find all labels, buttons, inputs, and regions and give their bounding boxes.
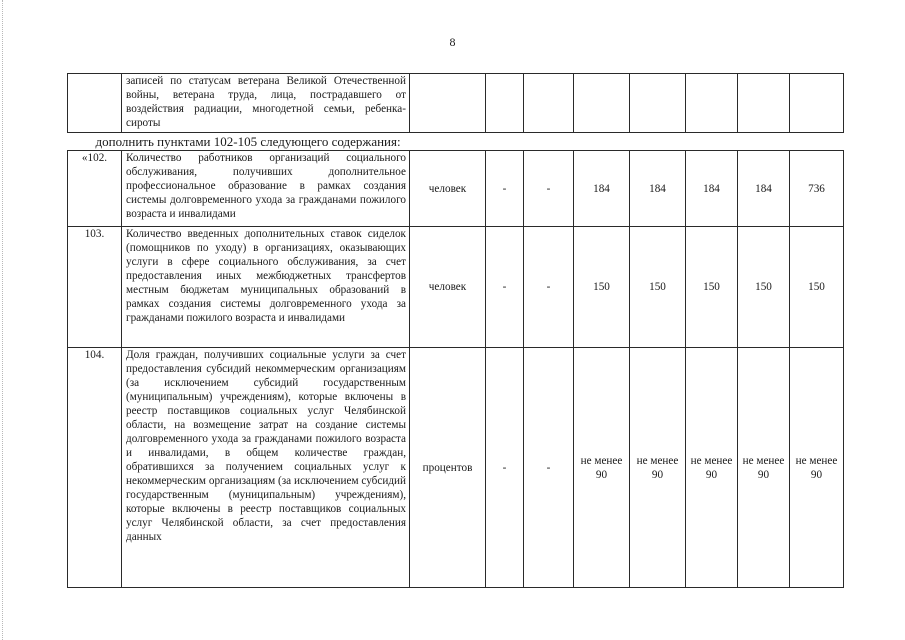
row-description: Количество работников организаций социального обслуживания, получивших дополнительное профессиональное образование в рамках создания системы долговременного ухода за гражданами пожилого возраста и инвалидами bbox=[122, 151, 410, 227]
row-value: - bbox=[524, 227, 574, 348]
row-value: 150 bbox=[738, 227, 790, 348]
row-value: 184 bbox=[630, 151, 686, 227]
row-value: 150 bbox=[630, 227, 686, 348]
table-row-104 bbox=[68, 348, 844, 588]
row-unit bbox=[410, 74, 486, 133]
table-row-103 bbox=[68, 227, 844, 348]
table-row-102 bbox=[68, 151, 844, 227]
table-row-intro bbox=[68, 74, 844, 133]
row-value bbox=[686, 74, 738, 133]
row-number: «102. bbox=[68, 151, 122, 227]
row-value: - bbox=[486, 348, 524, 588]
indicators-table bbox=[67, 73, 844, 588]
row-value: 150 bbox=[790, 227, 844, 348]
row-value bbox=[630, 74, 686, 133]
row-value bbox=[486, 74, 524, 133]
row-unit: человек bbox=[410, 227, 486, 348]
row-value: 150 bbox=[574, 227, 630, 348]
row-description-text: Доля граждан, получивших социальные услуги за счет предоставления субсидий некоммерческим организациям (за исключением субсидий государственным (муниципальным) учреждениям), которые включены в реестр поставщиков социальных услуг Челябинской области, на возмещение затрат на создание системы долговременного ухода за гражданами пожилого возраста и инвалидами, в общем количестве граждан, обратившихся за получением социальных услуг к некоммерческим организациям (за исключением субсидий государственным (муниципальным) учреждениям), которые включены в реестр поставщиков социальных услуг Челябинской области, за счет предоставления данных bbox=[126, 349, 406, 543]
supplement-row bbox=[68, 133, 844, 151]
row-unit: процентов bbox=[410, 348, 486, 588]
left-margin-line bbox=[2, 0, 3, 640]
row-value: 736 bbox=[790, 151, 844, 227]
row-unit: человек bbox=[410, 151, 486, 227]
row-value: 184 bbox=[574, 151, 630, 227]
row-value: не менее 90 bbox=[738, 348, 790, 588]
page-number: 8 bbox=[449, 35, 456, 49]
row-value: не менее 90 bbox=[686, 348, 738, 588]
supplement-line: дополнить пунктами 102-105 следующего содержания: bbox=[95, 133, 401, 149]
row-number: 104. bbox=[68, 348, 122, 588]
row-value: - bbox=[486, 151, 524, 227]
row-number bbox=[68, 74, 122, 133]
row-value: не менее 90 bbox=[790, 348, 844, 588]
row-value: - bbox=[524, 151, 574, 227]
row-value: не менее 90 bbox=[574, 348, 630, 588]
row-description bbox=[122, 348, 410, 588]
row-value: - bbox=[486, 227, 524, 348]
row-value: 150 bbox=[686, 227, 738, 348]
row-value: 184 bbox=[686, 151, 738, 227]
row-value: - bbox=[524, 348, 574, 588]
row-value bbox=[524, 74, 574, 133]
row-description: Количество введенных дополнительных ставок сиделок (помощников по уходу) в организациях, оказывающих услуги в сфере социального обслуживания, за счет предоставления иных межбюджетных трансфертов местным бюджетам муниципальных образований в рамках создания системы долговременного ухода за гражданами пожилого возраста и инвалидами bbox=[122, 227, 410, 348]
row-number: 103. bbox=[68, 227, 122, 348]
row-value bbox=[738, 74, 790, 133]
row-value bbox=[790, 74, 844, 133]
row-value: 184 bbox=[738, 151, 790, 227]
row-value: не менее 90 bbox=[630, 348, 686, 588]
row-value bbox=[574, 74, 630, 133]
row-description: записей по статусам ветерана Великой Отечественной войны, ветерана труда, лица, пострадавшего от воздействия радиации, многодетной семьи, ребенка-сироты bbox=[122, 74, 410, 133]
